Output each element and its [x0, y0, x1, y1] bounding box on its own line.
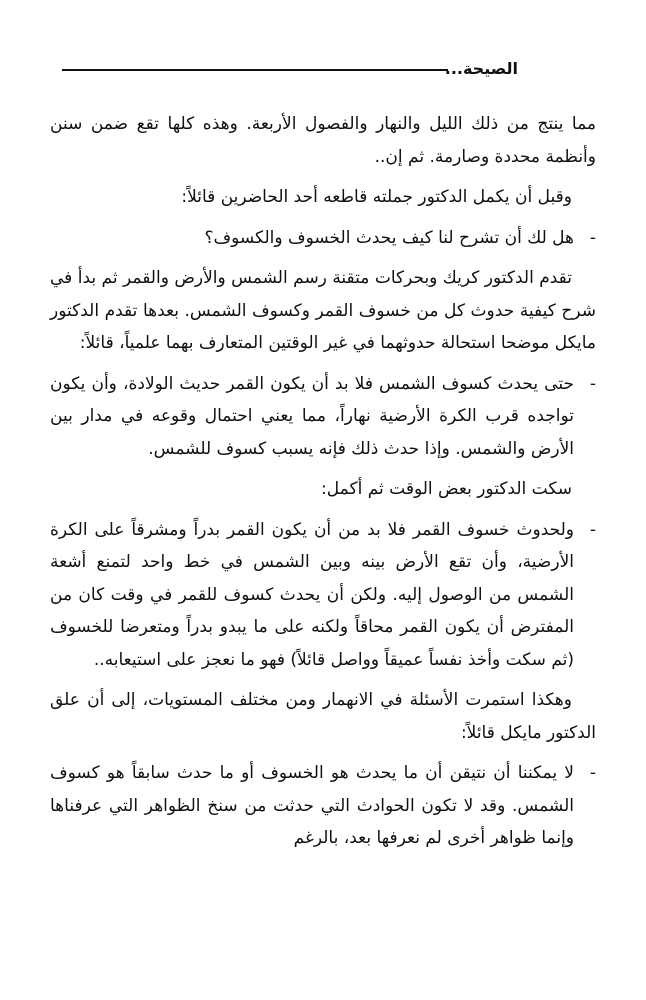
paragraph-text: تقدم الدكتور كريك وبحركات متقنة رسم الشمس والأرض والقمر ثم بدأ في شرح كيفية حدوث كل من خسوف القمر وكسوف الشمس. بعدها تقدم الدكتور مايكل موضحا استحالة حدوثهما في غير الوقتين المتعارف بهما علمياً، قائلاً:: [50, 268, 596, 353]
dialogue-dash: -: [589, 227, 596, 248]
dialogue-text: هل لك أن تشرح لنا كيف يحدث الخسوف والكسوف؟: [204, 227, 574, 248]
paragraph-4: [50, 473, 596, 506]
running-header: [62, 58, 518, 82]
paragraph-1: [50, 108, 596, 173]
paragraph-5: [50, 684, 596, 749]
dialogue-dash: -: [589, 519, 596, 540]
dialogue-text: لا يمكننا أن نتيقن أن ما يحدث هو الخسوف أو ما حدث سابقاً هو كسوف الشمس. وقد لا تكون الحوادث التي حدثت من سنخ الظواهر التي عرفناها وإنما ظواهر أخرى لم نعرفها بعد، بالرغم: [50, 763, 574, 848]
paragraph-3: [50, 262, 596, 360]
dialogue-text: ولحدوث خسوف القمر فلا بد من أن يكون القمر بدراً ومشرقاً على الكرة الأرضية، وأن تقع الأرض بينه وبين الشمس في خط واحد لتمنع أشعة الشمس من الوصول إليه. ولكن أن يحدث كسوف للقمر في وقت كان من المفترض أن يكون القمر محاقاً ولكنه على ما يبدو بدراً ومتعرضا للخسوف (ثم سكت وأخذ نفساً عميقاً وواصل قائلاً) فهو ما نعجز على استيعابه..: [50, 519, 574, 670]
dialogue-dash: -: [589, 763, 596, 783]
paragraph-2: [50, 181, 596, 214]
dialogue-dash: -: [589, 373, 596, 394]
dialogue-2: [50, 368, 596, 466]
dialogue-1: [50, 222, 596, 255]
paragraph-text: سكت الدكتور بعض الوقت ثم أكمل:: [321, 479, 572, 499]
dialogue-4: [50, 757, 596, 855]
dialogue-3: [50, 514, 596, 677]
running-title: الصيحة...: [444, 59, 518, 78]
paragraph-text: مما ينتج من ذلك الليل والنهار والفصول الأربعة. وهذه كلها تقع ضمن سنن وأنظمة محددة وصارمة. ثم إن..: [50, 114, 596, 167]
header-rule: [62, 69, 448, 71]
paragraph-text: وهكذا استمرت الأسئلة في الانهمار ومن مختلف المستويات، إلى أن علق الدكتور مايكل قائلاً:: [50, 690, 596, 743]
dialogue-text: حتى يحدث كسوف الشمس فلا بد أن يكون القمر حديث الولادة، وأن يكون تواجده قرب الكرة الأرضية نهاراً، مما يعني احتمال وقوعه في مدار بين الأرض والشمس. وإذا حدث ذلك فإنه يسبب كسوف للشمس.: [50, 373, 574, 459]
paragraph-text: وقبل أن يكمل الدكتور جملته قاطعه أحد الحاضرين قائلاً:: [181, 187, 572, 207]
page-body: [50, 108, 596, 863]
